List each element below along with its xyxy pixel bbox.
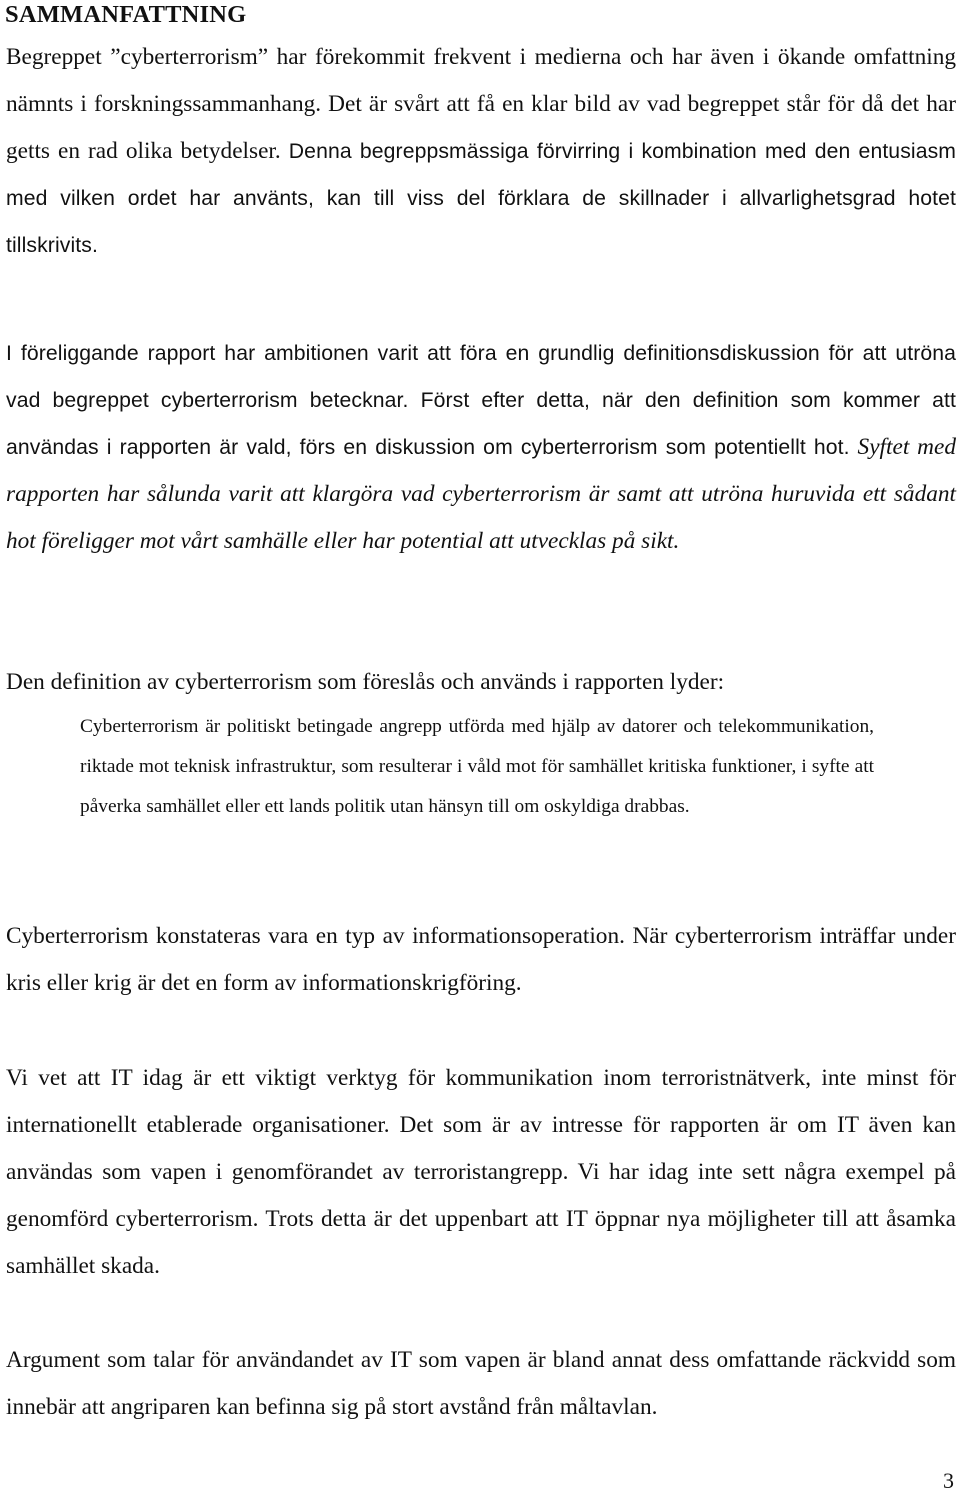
paragraph-ambition-italic: Syftet med rapporten har sålunda varit att klargöra vad cyberterrorism är samt att utröna huruvida ett sådant hot föreligger mot vårt samhälle eller har potential att utvecklas på sikt. <box>6 434 956 554</box>
page-number: 3 <box>943 1468 954 1493</box>
paragraph-information-operation: Cyberterrorism konstateras vara en typ av informationsoperation. När cyberterrorism inträffar under kris eller krig är det en form av informationskrigföring. <box>6 923 956 996</box>
paragraph-intro-serif: Begreppet ”cyberterrorism” har förekommit frekvent i medierna och har även i ökande omfattning nämnts i forskningssammanhang. Det är svårt att få en klar bild av vad begreppet står för då det har getts en rad olika betydelser. <box>6 44 956 164</box>
paragraph-ambition <box>6 330 956 565</box>
paragraph-it-weapon: Vi vet att IT idag är ett viktigt verktyg för kommunikation inom terroristnätverk, inte minst för internationellt etablerade organisationer. Det som är av intresse för rapporten är om IT även kan användas som vapen i genomförandet av terroristangrepp. Vi har idag inte sett några exempel på genomförd cyberterrorism. Trots detta är det uppenbart att IT öppnar nya möjligheter till att åsamka samhället skada. <box>6 1065 956 1279</box>
definition-quote: Cyberterrorism är politiskt betingade angrepp utförda med hjälp av datorer och telekommunikation, riktade mot teknisk infrastruktur, som resulterar i våld mot för samhället kritiska funktioner, i syfte att påverka samhället eller ett lands politik utan hänsyn till om oskyldiga drabbas. <box>80 716 874 817</box>
section-heading: SAMMANFATTNING <box>5 1 247 28</box>
paragraph-intro-sans: Denna begreppsmässiga förvirring i kombination med den entusiasm med vilken ordet har använts, kan till viss del förklara de skillnader i allvarlighetsgrad hotet tillskrivits. <box>6 140 957 257</box>
paragraph-intro <box>6 34 956 269</box>
paragraph-argument: Argument som talar för användandet av IT som vapen är bland annat dess omfattande räckvidd som innebär att angriparen kan befinna sig på stort avstånd från måltavlan. <box>6 1347 956 1420</box>
paragraph-ambition-sans: I föreliggande rapport har ambitionen varit att föra en grundlig definitionsdiskussion för att utröna vad begreppet cyberterrorism betecknar. Först efter detta, när den definition som kommer att användas i rapporten är vald, förs en diskussion om cyberterrorism som potentiellt hot. <box>6 342 956 459</box>
paragraph-definition-intro: Den definition av cyberterrorism som föreslås och används i rapporten lyder: <box>6 669 725 695</box>
